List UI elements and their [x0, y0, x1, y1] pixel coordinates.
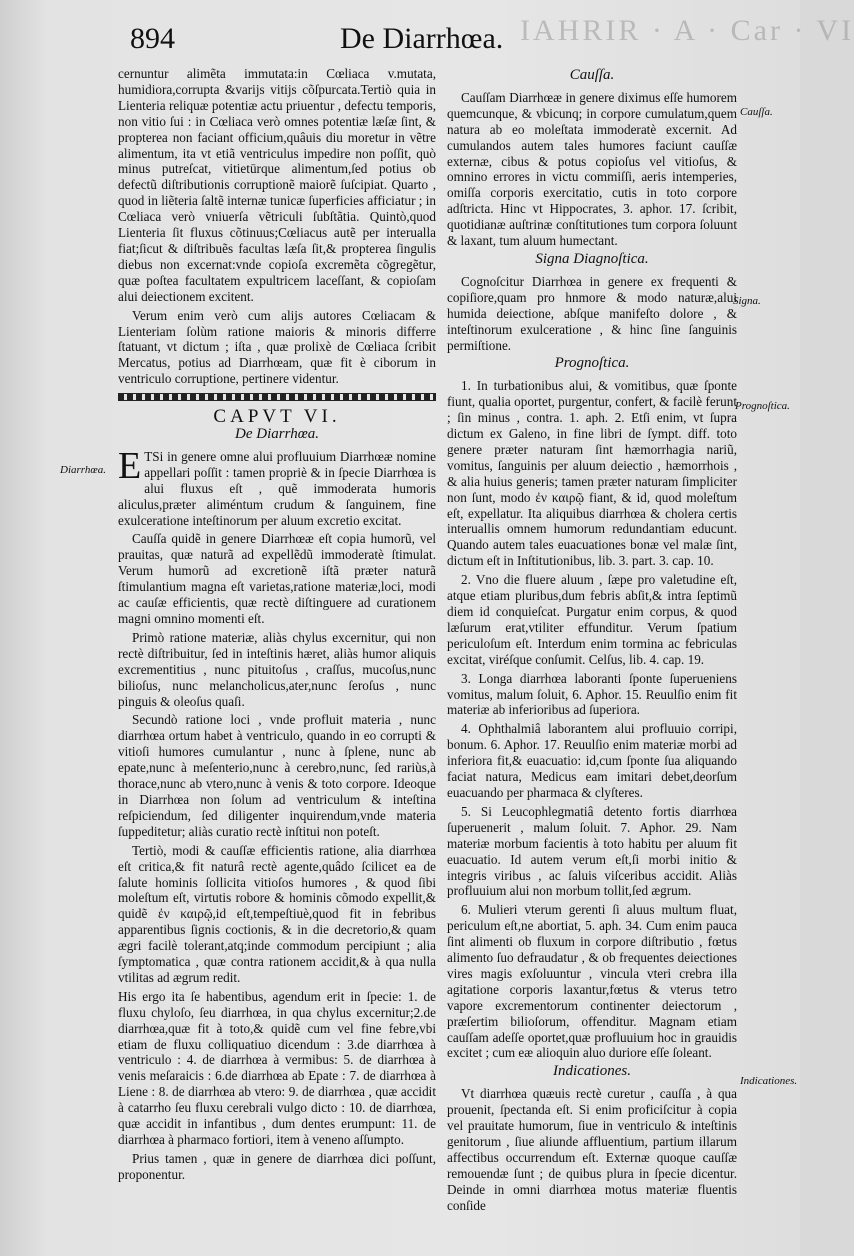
paragraph: Cauſſa quidẽ in genere Diarrhœæ eſt copia humorũ, vel prauitas, quæ naturã ad expellẽdũ immoderatè ſtimulat. Verum humorũ ad excretionẽ iſtã præter naturã ſtimulantium magna eſt varietas,ratione materiæ,loci, modi ac cauſæ efficientis, quæ rectè diſtinguere ad curationem magni omnino momenti eſt. [118, 531, 436, 626]
right-column [447, 66, 737, 1217]
left-column [118, 66, 436, 1186]
page-number: 894 [130, 22, 175, 55]
paragraph [118, 444, 436, 529]
paragraph: Vt diarrhœa quæuis rectè curetur , cauſſa , à qua prouenit, ſpectanda eſt. Si enim proficiſcitur à copia vel prauitate humorum, ſiue in ventriculo & inteſtinis genitorum , ſiue aliunde affluentium, partium illarum affectibus occurrendum eſt. Externæ quoque cauſſæ remouendæ ſunt ; de quibus plura in ſpecie dicentur. Deinde in omni diarrhœa motus materiæ fluentis conſide [447, 1086, 737, 1213]
drop-cap: E [118, 444, 142, 487]
section-heading: Cauſſa. [569, 67, 615, 83]
margin-note: Prognoſtica. [735, 400, 790, 412]
margin-note: Indicationes. [740, 1075, 798, 1087]
paragraph: 1. In turbationibus alui, & vomitibus, quæ ſponte fiunt, qualia oportet, purgentur, confert, & facilè ferunt ; ſin minus , contra. 1. aph. 2. Etſi enim, vt ſupra dictum ex Galeno, in fine libri de ſympt. diff. toto genere præter naturam ſint hæmorrhagia nariũ, vomitus, ſanguinis per aluum deiectio , hæmorrhois , & alia huius generis; tamen præter naturam ſimpliciter non ſunt, modo ἐν καιρῷ fiant, & id, quod moleſtum eſt, expellatur. Ita aliquibus diarrhœa & cholera certis interuallis omnem humorum redundantiam educunt. Quando autem tales euacuationes bonæ vel malæ ſint, dictum eſt in Inſtitutionibus, lib. 3. part. 3. cap. 10. [447, 378, 737, 569]
paragraph-text: TSi in genere omne alui profluuium Diarrhœæ nomine appellari poſſit : tamen propriè & in ſpecie Diarrhœa is alui fluxus eſt , quẽ immoderata humoris aliculus,præter aliméntum crudum & ſanguinem, fine exulceratione inteſtinorum per aluum excretio excitat. [118, 448, 436, 528]
paragraph: 3. Longa diarrhœa laboranti ſponte ſuperueniens vomitus, malum ſoluit, 6. Aphor. 15. Reuulſio enim fit materiæ ab inferioribus ad ſuperiora. [447, 670, 737, 718]
section-heading: Signa Diagnoſtica. [535, 250, 649, 267]
margin-note: Diarrhœa. [60, 464, 106, 476]
running-title: De Diarrhœa. [340, 22, 504, 55]
paragraph: 4. Ophthalmiâ laborantem alui profluuio corripi, bonum. 6. Aphor. 17. Reuulſio enim materiæ morbi ad inferiora fit,& euacuatio: id,cum ſponte ſua aliquando faciat natura, Medicus eam imitari debet,deorſum euacuando per pharmaca & clyſteres. [447, 721, 737, 800]
paragraph: His ergo ita ſe habentibus, agendum erit in ſpecie: 1. de fluxu chyloſo, ſeu diarrhœa, in qua chylus excernitur;2.de diarrhœa,quæ fit à toto,& quidẽ cum vel fine febre,vbi etiam de fluxu colliquatiuo dicendum : 3.de diarrhœa à ventriculo : 4. de diarrhœa à vermibus: 5. de diarrhœa à venis meſaraicis : 6.de diarrhœa ab Epate : 7. de diarrhœa à Liene : 8. de diarrhœa ab vtero: 9. de diarrhœa , quæ accidit à catarrho ſeu fluxu cerebrali vulgo dicto : 10. de diarrhœa, quæ accidit in infantibus , dum dentes erumpunt: 11. de diarrhœa à pharmaco fortiori, item à veneno aſſumpto. [118, 988, 436, 1147]
paragraph: Primò ratione materiæ, aliàs chylus excernitur, qui non rectè diſtribuitur, ſed in inteſtinis hæret, aliàs humor aliquis excrementitius , nunc pituitoſus , craſſus, mucoſus,nunc bilioſus, nunc melancholicus,ater,nunc ſeroſus , nunc pinguis & oleoſus quaſi. [118, 629, 436, 709]
paragraph: cernuntur alimẽta immutata:in Cœliaca v.mutata, humidiora,corrupta &varijs vitijs cõſpurcata.Tertiò quia in Lienteria reliquæ potentiæ actu priuentur , defectu temporis, non vitio ſui : in Cœliaca verò omnes potentiæ læſæ ſint, & propterea non faciant officium,quâuis diu moretur in vẽtre alimentum, ita vt etiã ventriculus impedire non poſſit, quò minus putreſcat, vitietūrque alimentum,ſed potius ob defectũ diſtributionis corruptionẽ maiorẽ ſuſcipiat. Quarto , quod in liẽteria ſaltẽ internæ tunicæ ſuperficies afficiatur ; in Cœliaca verò vniuerſa vẽtriculi ſubſtãtia. Quintò,quod Lienteria ſit fluxus cõtinuus;Cœliacus autẽ per interualla fiat;ſicut & diſtribuẽs facultas læſa ſit,& propterea ſingulis diebus non excernat:vnde copioſa excremẽta cõgregẽtur, quæ poſtea facultatem expultricem laceſſant, & copioſam alui deiectionem excitent. [118, 66, 436, 304]
section-heading: Indicationes. [553, 1063, 631, 1080]
paragraph: Tertiò, modi & cauſſæ efficientis ratione, alia diarrhœa eſt critica,& fit naturâ rectè agente,quâdo ſcilicet ea de ſalute hominis ſollicita vitioſos humores , & quod ſibi moleſtum eſt, virtutis robore & hominis cõmodo expellit,& quidẽ ἐν καιρῷ,id eſt,tempeſtiuè,quod fit in febribus apparentibus ſignis coctionis, & in die decretorio,& quam ægri facilè tolerant,atq;inde commodum percipiunt ; alia ſymptomatica , quæ contra rationem accidit,& à qua nulla vtilitas ad ægrum redit. [118, 842, 436, 985]
paragraph: Cognoſcitur Diarrhœa in genere ex frequenti & copiſiore,quam pro hnmore & modo naturæ,alui humida deiectione, abſque manifeſto dolore , & inteſtinorum exulceratione , & hinc ſine ſanguinis permiſtione. [447, 273, 737, 353]
section-heading: Prognoſtica. [554, 355, 630, 372]
margin-note: Cauſſa. [740, 106, 773, 118]
running-head [130, 22, 750, 62]
margin-note: Signa. [733, 295, 761, 307]
paragraph: Prius tamen , quæ in genere de diarrhœa dici poſſunt, proponentur. [118, 1150, 436, 1182]
ornament-rule [118, 393, 436, 401]
chapter-subtitle: De Diarrhœa. [235, 426, 319, 443]
bleed-through-text: IAHRIR · A · Car · VI [520, 14, 854, 47]
paragraph: 6. Mulieri vterum gerenti ſi aluus multum fluat, periculum eſt,ne abortiat, 5. aph. 34. Cum enim pauca ſint alimenti ob fluxum in corpore diſtributio , fœtus alimento ſuo defraudatur , & ob frequentes deiectiones vires magis exſoluuntur , vincula vteri crebra illa agitatione corporis laxantur,fœtus & vterus tetro vapore excrementorum continenter deiectorum , præſertim bilioſorum, offenditur. Magnam etiam cauſſam adeſſe oportet,quæ profluuium hoc in grauidis excitet ; cum eæ alioquin aluo duriore eſſe ſoleant. [447, 902, 737, 1061]
paragraph: Secundò ratione loci , vnde profluit materia , nunc diarrhœa ortum habet à ventriculo, quando in eo corrupti & vitioſi humores cumulantur , nunc à ſplene, nunc ab epate,nunc à meſenterio,nunc à cerebro,nunc, ſed rariùs,à thorace,nunc ab vtero,nunc à venis & toto corpore. Ideoque in Diarrhœa non ſolum ad ventriculum & inteſtina reſpiciendum, ſed diligenter inquirendum,vnde materia ſuppeditetur; aliàs curatio rectè inſtitui non poteſt. [118, 712, 436, 839]
chapter-title: CAPVT VI. [213, 406, 341, 428]
paragraph: Verum enim verò cum alijs autores Cœliacam & Lienteriam ſolùm ratione maioris & minoris differre ſtatuant, vt dictum ; iſta , quæ prolixè de Cœliaca ſcribit Mercatus, potius ad Diarrhœam, quæ fit è ciborum in ventriculo corruptione, pertinere videntur. [118, 307, 436, 387]
paragraph: 2. Vno die fluere aluum , ſæpe pro valetudine eſt, atque etiam pluribus,dum febris abſit,& intra ſeptimũ diem id conquieſcat. Purgatur enim corpus, & quod læſurum erat,vtiliter effunditur. Verum ſpatium periculoſum eſt. Interdum enim tormina ac febriculas excitat, viréſque conſumit. Celſus, lib. 4. cap. 19. [447, 572, 737, 667]
paragraph: 5. Si Leucophlegmatiâ detento fortis diarrhœa ſuperuenerit , malum ſoluit. 7. Aphor. 29. Nam materiæ morbum facientis à toto habitu per aluum fit euacuatio. Id autem verum eſt,ſi morbi initio & integris viribus , ac ſaluis viſceribus accidit. Aliàs profluuium alui non morbum tollit,ſed ægrum. [447, 803, 737, 899]
paragraph: Cauſſam Diarrhœæ in genere diximus eſſe humorem quemcunque, & vbicunq; in corpore cumulatum,quem natura ab eo moleſtata immoderatè excernit. Ad cumulandos autem tales humores faciunt cauſſæ externæ, cibus & potus copioſus vel vitioſus, & omnino errores in victu commiſſi, aeris intemperies, omiſſa corporis exercitatio, cutis in toto corpore adſtricta. Hinc vt Hippocrates, 3. aphor. 17. ſcribit, quotidianæ auſtrinæ conſtitutiones tum corpora ſoluunt & laxant, tum aluum humectant. [447, 89, 737, 249]
